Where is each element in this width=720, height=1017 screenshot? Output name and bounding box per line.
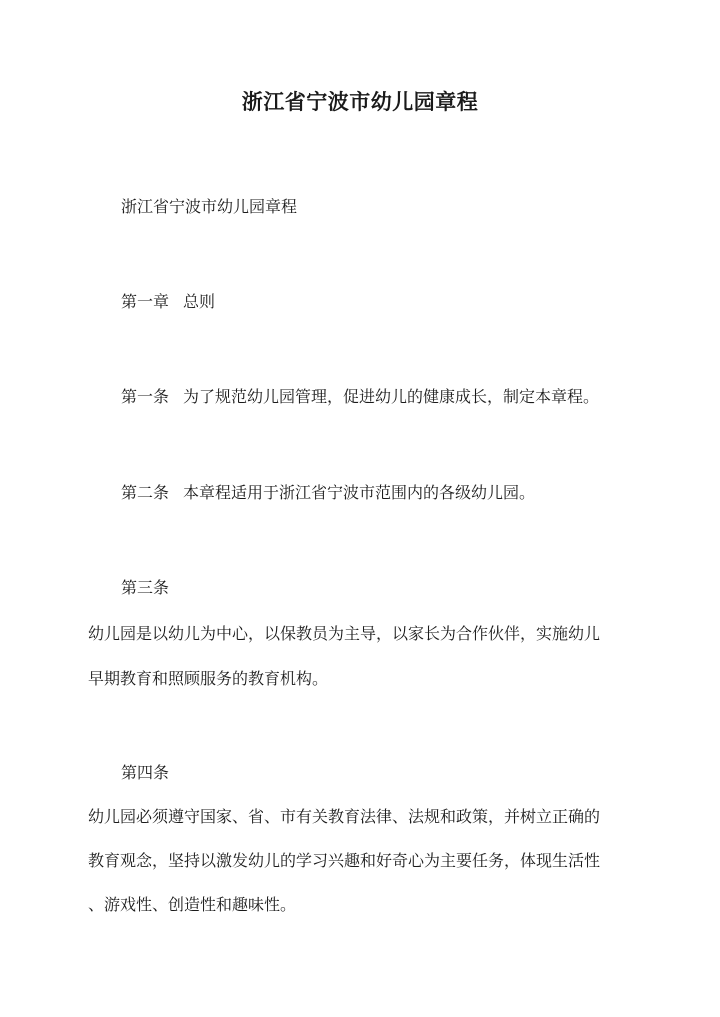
article-4-line-1: 幼儿园必须遵守国家、省、市有关教育法律、法规和政策，并树立正确的 <box>88 807 601 826</box>
article-number: 第一条 <box>121 387 170 406</box>
article-4-line-2: 教育观念，坚持以激发幼儿的学习兴趣和好奇心为主要任务，体现生活性 <box>88 851 601 870</box>
document-subtitle: 浙江省宁波市幼儿园章程 <box>121 197 298 216</box>
article-3-line-1: 幼儿园是以幼儿为中心，以保教员为主导，以家长为合作伙伴，实施幼儿 <box>88 624 601 643</box>
chapter-number: 第一章 <box>121 292 170 311</box>
article-4-number: 第四条 <box>121 763 170 782</box>
article-3-number: 第三条 <box>121 578 170 597</box>
article-number: 第二条 <box>121 483 170 502</box>
article-4-line-3: 、游戏性、创造性和趣味性。 <box>88 895 297 914</box>
article-text: 本章程适用于浙江省宁波市范围内的各级幼儿园。 <box>183 483 536 502</box>
article-3-line-2: 早期教育和照顾服务的教育机构。 <box>88 669 329 688</box>
article-1 <box>121 387 599 407</box>
document-title: 浙江省宁波市幼儿园章程 <box>241 89 479 114</box>
chapter-name: 总则 <box>183 292 216 311</box>
chapter-heading <box>121 292 215 312</box>
article-2 <box>121 483 535 503</box>
article-text: 为了规范幼儿园管理，促进幼儿的健康成长，制定本章程。 <box>183 387 600 406</box>
